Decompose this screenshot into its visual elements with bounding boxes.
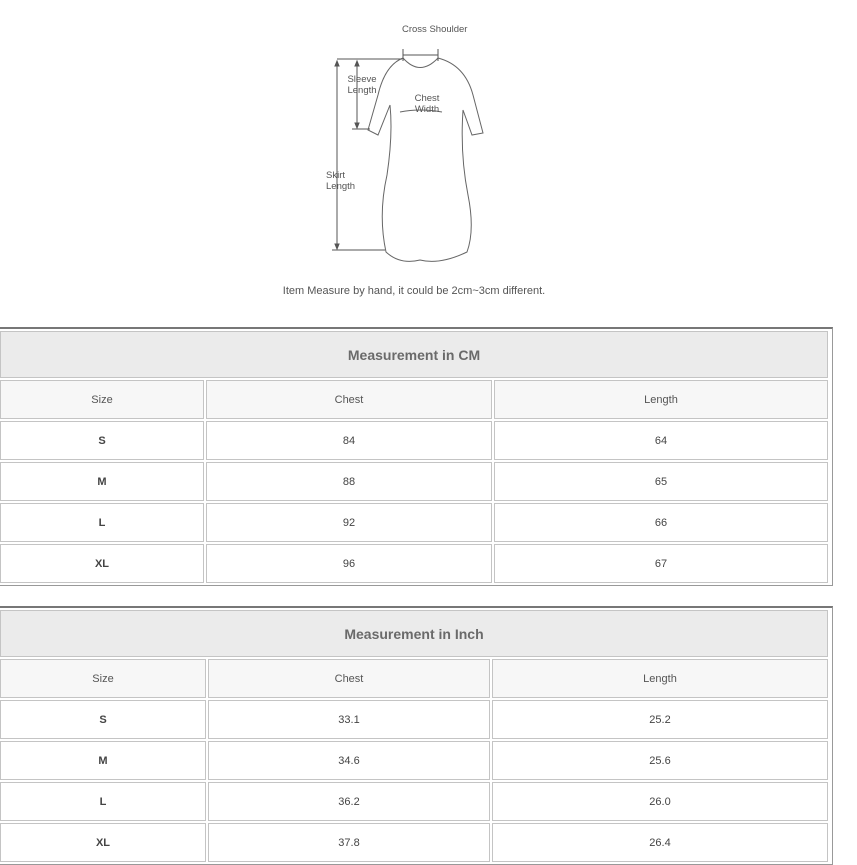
length-cell: 65: [494, 462, 828, 501]
table-row: [0, 503, 828, 542]
size-cell: XL: [0, 544, 204, 583]
length-cell: 64: [494, 421, 828, 460]
header-size: Size: [0, 380, 204, 419]
size-cell: XL: [0, 823, 206, 862]
size-cell: L: [0, 503, 204, 542]
chest-cell: 34.6: [208, 741, 490, 780]
size-cell: S: [0, 421, 204, 460]
table-row: [0, 700, 828, 739]
chest-width-label: Chest Width: [414, 93, 440, 115]
header-size: Size: [0, 659, 206, 698]
chest-cell: 37.8: [208, 823, 490, 862]
size-cell: M: [0, 741, 206, 780]
header-chest: Chest: [208, 659, 490, 698]
dress-outline-icon: [320, 15, 500, 265]
table-row: [0, 823, 828, 862]
chest-cell: 33.1: [208, 700, 490, 739]
measurement-note: Item Measure by hand, it could be 2cm~3cm different.: [282, 285, 546, 297]
table-row: [0, 782, 828, 821]
table-title: Measurement in CM: [0, 331, 828, 378]
chest-cell: 96: [206, 544, 492, 583]
table-row: [0, 462, 828, 501]
table-title: Measurement in Inch: [0, 610, 828, 657]
chest-cell: 92: [206, 503, 492, 542]
length-cell: 25.6: [492, 741, 828, 780]
sleeve-length-label: Sleeve Length: [347, 74, 377, 96]
table-row: [0, 421, 828, 460]
skirt-length-label: Skirt Length: [326, 170, 356, 192]
table-row: [0, 544, 828, 583]
size-cell: L: [0, 782, 206, 821]
cm-size-table: [0, 327, 833, 586]
header-chest: Chest: [206, 380, 492, 419]
size-cell: M: [0, 462, 204, 501]
header-length: Length: [492, 659, 828, 698]
length-cell: 26.0: [492, 782, 828, 821]
length-cell: 25.2: [492, 700, 828, 739]
length-cell: 66: [494, 503, 828, 542]
chest-cell: 88: [206, 462, 492, 501]
length-cell: 26.4: [492, 823, 828, 862]
dress-measurement-diagram: [320, 15, 500, 265]
table-row: [0, 741, 828, 780]
chest-cell: 84: [206, 421, 492, 460]
inch-size-table: [0, 606, 833, 865]
chest-cell: 36.2: [208, 782, 490, 821]
size-cell: S: [0, 700, 206, 739]
header-length: Length: [494, 380, 828, 419]
length-cell: 67: [494, 544, 828, 583]
cross-shoulder-label: Cross Shoulder: [402, 24, 468, 35]
